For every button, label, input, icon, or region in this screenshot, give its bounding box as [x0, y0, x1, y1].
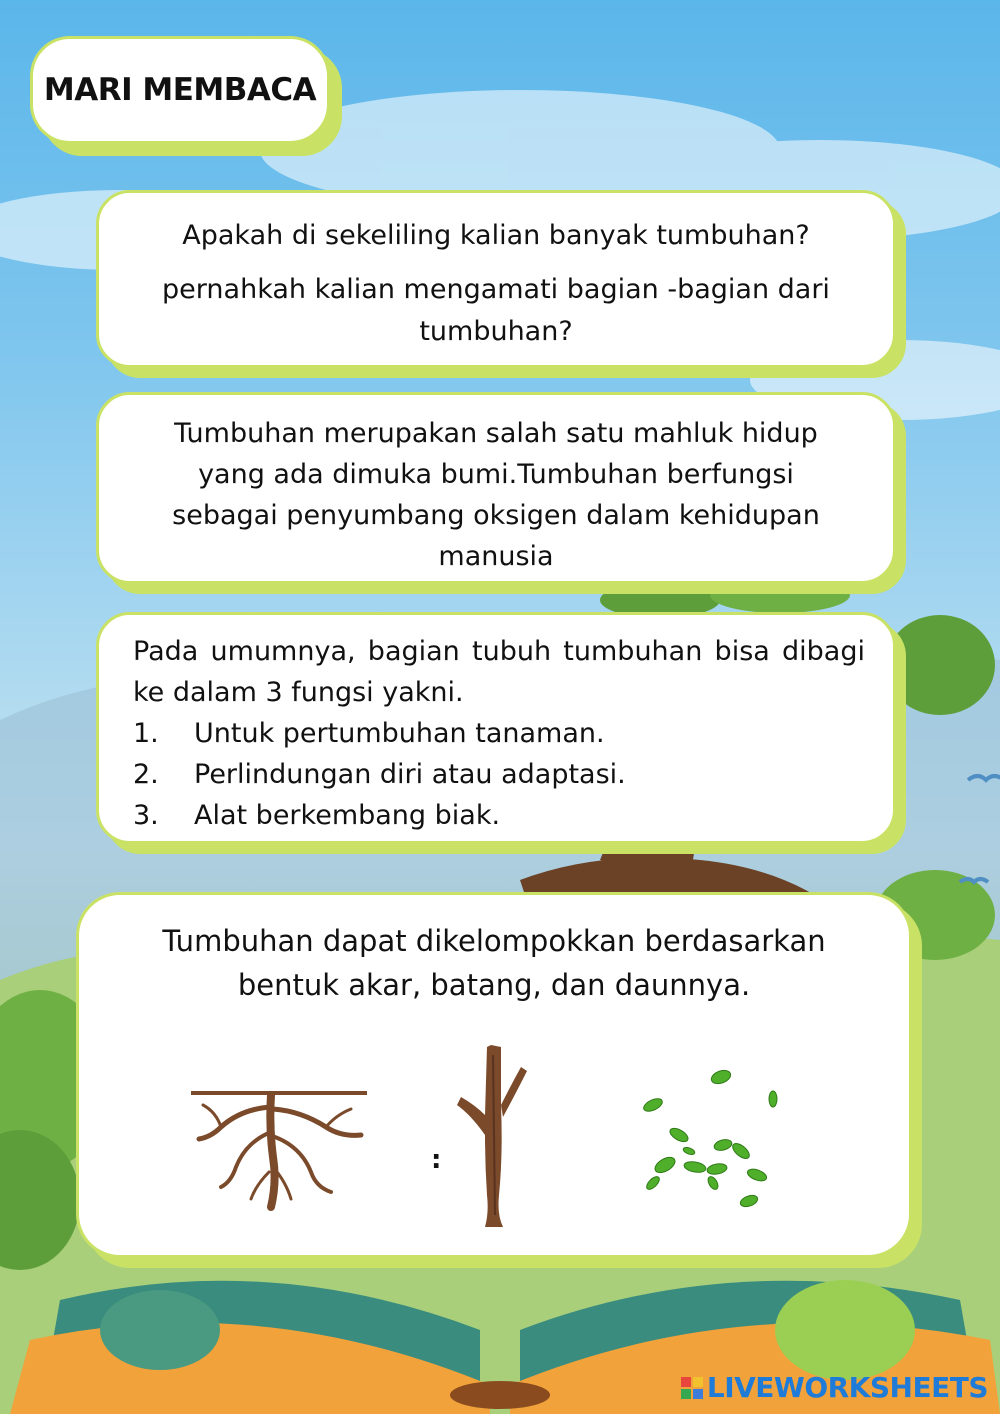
title-banner: [30, 36, 330, 144]
leaves-icon: [625, 1065, 785, 1215]
question-text-1: Apakah di sekeliling kalian banyak tumbuhan?: [182, 220, 810, 251]
grouping-text: Tumbuhan dapat dikelompokkan berdasarkan bentuk akar, batang, dan daunnya.: [162, 924, 826, 1002]
liveworksheets-watermark: [681, 1371, 988, 1404]
list-item-number: 3.: [133, 800, 159, 831]
list-item-text: Perlindungan diri atau adaptasi.: [194, 759, 626, 790]
list-item-number: 2.: [133, 759, 159, 790]
watermark-text: LIVEWORKSHEETS: [706, 1371, 988, 1404]
list-item-number: 1.: [133, 718, 159, 749]
definition-text: Tumbuhan merupakan salah satu mahluk hidup yang ada dimuka bumi.Tumbuhan berfungsi sebagai penyumbang oksigen dalam kehidupan manusia: [172, 418, 820, 572]
question-card: [96, 190, 896, 368]
page-title: MARI MEMBACA: [43, 72, 317, 108]
separator-colon: :: [431, 1145, 442, 1175]
list-item-text: Untuk pertumbuhan tanaman.: [194, 718, 605, 749]
functions-card: [96, 612, 896, 844]
definition-card: [96, 392, 896, 584]
list-item-text: Alat berkembang biak.: [194, 800, 501, 831]
stem-icon: [451, 1045, 531, 1229]
question-text-2: pernahkah kalian mengamati bagian -bagian dari tumbuhan?: [162, 274, 830, 347]
functions-intro: Pada umumnya, bagian tubuh tumbuhan bisa dibagi ke dalam 3 fungsi yakni.: [133, 636, 865, 708]
liveworksheets-logo-icon: [681, 1377, 703, 1399]
list-item: [133, 713, 865, 754]
roots-icon: [191, 1087, 367, 1211]
grouping-card: [76, 892, 912, 1258]
list-item: [133, 754, 865, 795]
list-item: [133, 795, 865, 836]
functions-list: [133, 713, 865, 836]
